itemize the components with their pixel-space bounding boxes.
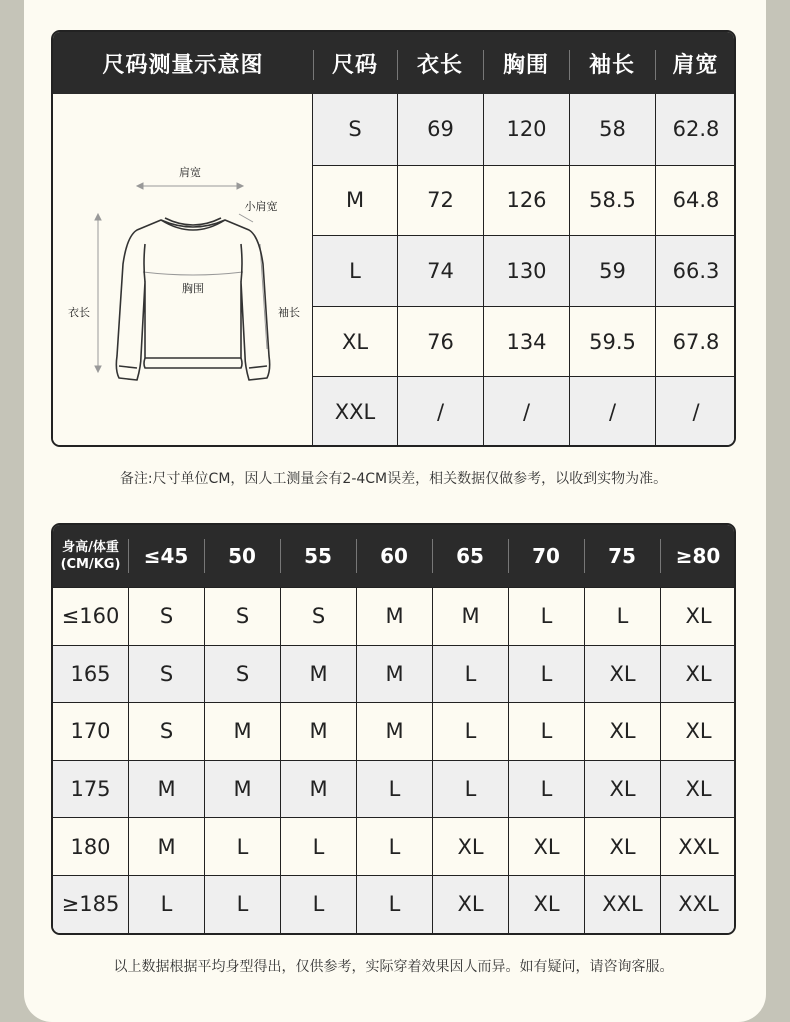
measurement-cell: 67.8 — [655, 306, 736, 377]
recommended-size-cell: L — [280, 875, 356, 933]
measurement-cell: 62.8 — [655, 94, 736, 165]
weight-header: 75 — [608, 544, 636, 568]
recommended-size-cell: XL — [660, 645, 736, 703]
corner-line-1: 身高/体重 — [62, 540, 119, 555]
recommended-size-cell: L — [356, 760, 432, 818]
recommended-size-cell: L — [432, 702, 508, 760]
col-header-size: 尺码 — [331, 52, 378, 78]
label-shoulder: 肩宽 — [179, 167, 201, 179]
height-cell: 170 — [53, 702, 128, 760]
recommended-size-cell: M — [356, 587, 432, 645]
recommended-size-cell: S — [128, 587, 204, 645]
col-header-chest: 胸围 — [502, 52, 549, 78]
measurement-cell: 74 — [397, 235, 483, 306]
measurement-cell: 126 — [483, 165, 569, 236]
size-cell: XL — [313, 306, 397, 377]
fit-row — [53, 645, 736, 703]
recommended-size-cell: L — [508, 760, 584, 818]
recommended-size-cell: L — [508, 587, 584, 645]
height-cell: 180 — [53, 817, 128, 875]
fit-row — [53, 817, 736, 875]
size-cell: L — [313, 235, 397, 306]
recommended-size-cell: S — [128, 645, 204, 703]
measurement-cell: 66.3 — [655, 235, 736, 306]
corner-header — [53, 525, 128, 587]
measurement-cell: 72 — [397, 165, 483, 236]
recommended-size-cell: XL — [584, 702, 660, 760]
recommended-size-cell: XL — [432, 875, 508, 933]
size-row — [313, 165, 736, 236]
recommended-size-cell: S — [128, 702, 204, 760]
weight-header: ≤45 — [143, 544, 189, 568]
size-row — [313, 94, 736, 165]
fit-row — [53, 875, 736, 933]
size-cell: XXL — [313, 376, 397, 447]
measurement-cell: 130 — [483, 235, 569, 306]
size-chart-header — [53, 32, 734, 94]
measurement-cell: 58.5 — [569, 165, 655, 236]
recommended-size-cell: L — [508, 645, 584, 703]
recommended-size-cell: L — [204, 817, 280, 875]
label-length: 衣长 — [68, 307, 90, 319]
weight-header: 55 — [304, 544, 332, 568]
measurement-cell: 120 — [483, 94, 569, 165]
size-row — [313, 235, 736, 306]
recommended-size-cell: M — [356, 702, 432, 760]
recommended-size-cell: L — [204, 875, 280, 933]
corner-line-2: (CM/KG) — [60, 557, 121, 572]
recommended-size-cell: S — [204, 587, 280, 645]
recommended-size-cell: L — [356, 875, 432, 933]
recommended-size-cell: M — [204, 760, 280, 818]
measurement-cell: 59 — [569, 235, 655, 306]
recommended-size-cell: XL — [660, 587, 736, 645]
measurement-cell: 58 — [569, 94, 655, 165]
weight-header: 65 — [456, 544, 484, 568]
measurement-cell: / — [397, 376, 483, 447]
weight-header: ≥80 — [675, 544, 721, 568]
recommended-size-cell: M — [432, 587, 508, 645]
measurement-cell: 59.5 — [569, 306, 655, 377]
size-chart-note: 备注:尺寸单位CM，因人工测量会有2-4CM误差，相关数据仅做参考，以收到实物为准。 — [119, 471, 668, 487]
recommended-size-cell: M — [280, 702, 356, 760]
recommended-size-cell: S — [204, 645, 280, 703]
label-chest: 胸围 — [182, 283, 204, 295]
weight-header: 50 — [228, 544, 256, 568]
recommended-size-cell: M — [356, 645, 432, 703]
label-small-shoulder: 小肩宽 — [244, 201, 278, 213]
recommended-size-cell: L — [584, 587, 660, 645]
size-cell: M — [313, 165, 397, 236]
recommended-size-cell: XL — [432, 817, 508, 875]
recommended-size-cell: L — [508, 702, 584, 760]
recommended-size-cell: XXL — [660, 875, 736, 933]
recommended-size-cell: XL — [660, 760, 736, 818]
fit-chart-note: 以上数据根据平均身型得出，仅供参考，实际穿着效果因人而异。如有疑问，请咨询客服。 — [113, 959, 674, 975]
size-row — [313, 376, 736, 447]
recommended-size-cell: XL — [508, 817, 584, 875]
height-cell: 165 — [53, 645, 128, 703]
fit-row — [53, 587, 736, 645]
recommended-size-cell: M — [128, 817, 204, 875]
measurement-cell: 64.8 — [655, 165, 736, 236]
sweatshirt-diagram — [53, 94, 313, 447]
col-header-sleeve: 袖长 — [588, 52, 635, 78]
recommended-size-cell: XL — [584, 645, 660, 703]
recommended-size-cell: M — [128, 760, 204, 818]
recommended-size-cell: XL — [584, 817, 660, 875]
recommended-size-cell: XL — [584, 760, 660, 818]
label-sleeve: 袖长 — [278, 307, 300, 319]
recommended-size-cell: L — [432, 760, 508, 818]
recommended-size-cell: XXL — [660, 817, 736, 875]
col-header-length: 衣长 — [416, 52, 463, 78]
height-cell: ≥185 — [53, 875, 128, 933]
measurement-cell: 76 — [397, 306, 483, 377]
fit-row — [53, 702, 736, 760]
weight-header: 60 — [380, 544, 408, 568]
recommended-size-cell: XL — [660, 702, 736, 760]
fit-chart-header — [53, 525, 734, 587]
recommended-size-cell: L — [356, 817, 432, 875]
recommended-size-cell: M — [204, 702, 280, 760]
measurement-cell: / — [569, 376, 655, 447]
height-cell: ≤160 — [53, 587, 128, 645]
recommended-size-cell: S — [280, 587, 356, 645]
recommended-size-cell: M — [280, 645, 356, 703]
weight-header: 70 — [532, 544, 560, 568]
size-row — [313, 306, 736, 377]
recommended-size-cell: L — [432, 645, 508, 703]
measurement-cell: / — [655, 376, 736, 447]
size-chart-table — [51, 30, 736, 447]
measurement-cell: / — [483, 376, 569, 447]
recommended-size-cell: M — [280, 760, 356, 818]
recommended-size-cell: XXL — [584, 875, 660, 933]
recommended-size-cell: XL — [508, 875, 584, 933]
measurement-cell: 69 — [397, 94, 483, 165]
col-header-shoulder: 肩宽 — [672, 52, 719, 78]
measurement-cell: 134 — [483, 306, 569, 377]
recommended-size-cell: L — [128, 875, 204, 933]
height-cell: 175 — [53, 760, 128, 818]
size-chart-body — [313, 94, 736, 447]
size-cell: S — [313, 94, 397, 165]
fit-row — [53, 760, 736, 818]
diagram-title: 尺码测量示意图 — [102, 52, 264, 78]
recommended-size-cell: L — [280, 817, 356, 875]
sweatshirt-illustration — [53, 94, 313, 447]
fit-chart-table — [51, 523, 736, 935]
